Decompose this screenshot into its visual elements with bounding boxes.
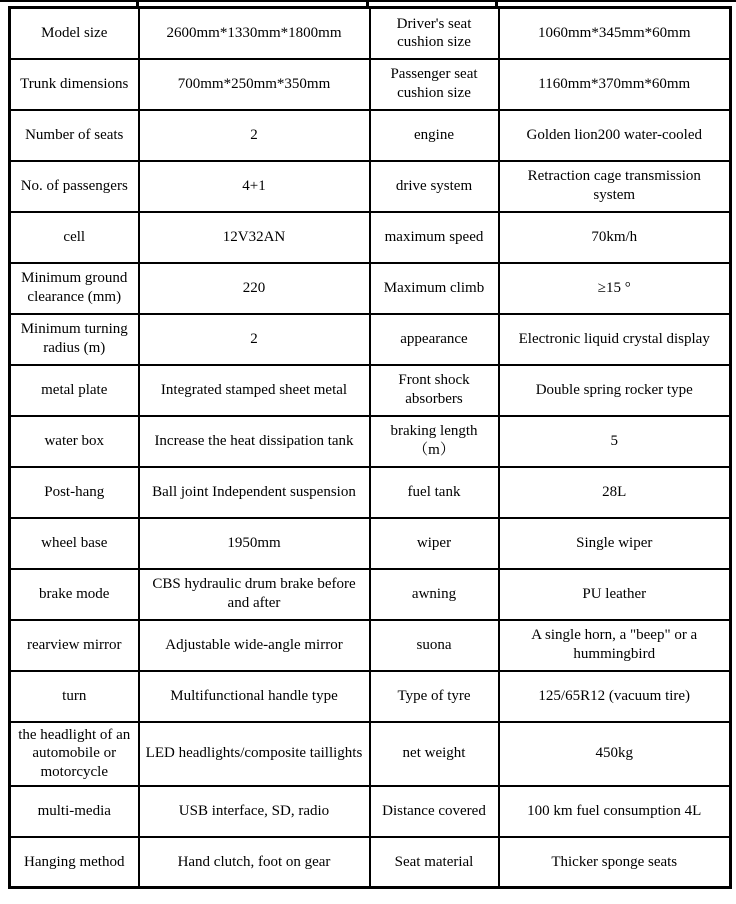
spec-row bbox=[10, 786, 731, 837]
spec-row bbox=[10, 314, 731, 365]
spec-row bbox=[10, 569, 731, 620]
spec-label-cell: engine bbox=[370, 110, 499, 161]
spec-label-cell: suona bbox=[370, 620, 499, 671]
spec-value-cell: PU leather bbox=[499, 569, 731, 620]
spec-label-cell: metal plate bbox=[10, 365, 139, 416]
spec-table-body bbox=[10, 8, 731, 888]
spec-label-cell: Passenger seat cushion size bbox=[370, 59, 499, 110]
spec-value-cell: 2 bbox=[139, 314, 370, 365]
spec-label-cell: maximum speed bbox=[370, 212, 499, 263]
spec-label-cell: Minimum turning radius (m) bbox=[10, 314, 139, 365]
spec-label-cell: net weight bbox=[370, 722, 499, 786]
cropped-row-edge bbox=[0, 0, 736, 2]
spec-label-cell: awning bbox=[370, 569, 499, 620]
spec-label-cell: Hanging method bbox=[10, 837, 139, 888]
spec-label-cell: turn bbox=[10, 671, 139, 722]
spec-row bbox=[10, 467, 731, 518]
spec-label-cell: appearance bbox=[370, 314, 499, 365]
spec-label-cell: Driver's seat cushion size bbox=[370, 8, 499, 59]
spec-value-cell: CBS hydraulic drum brake before and after bbox=[139, 569, 370, 620]
spec-label-cell: brake mode bbox=[10, 569, 139, 620]
spec-row bbox=[10, 161, 731, 212]
spec-row bbox=[10, 365, 731, 416]
spec-value-cell: 4+1 bbox=[139, 161, 370, 212]
spec-value-cell: ≥15 ° bbox=[499, 263, 731, 314]
spec-value-cell: 700mm*250mm*350mm bbox=[139, 59, 370, 110]
spec-row bbox=[10, 722, 731, 786]
spec-value-cell: 5 bbox=[499, 416, 731, 467]
spec-label-cell: drive system bbox=[370, 161, 499, 212]
spec-label-cell: Model size bbox=[10, 8, 139, 59]
spec-row bbox=[10, 837, 731, 888]
spec-row bbox=[10, 416, 731, 467]
spec-table bbox=[8, 6, 732, 889]
spec-value-cell: 450kg bbox=[499, 722, 731, 786]
spec-value-cell: LED headlights/composite taillights bbox=[139, 722, 370, 786]
spec-label-cell: Maximum climb bbox=[370, 263, 499, 314]
spec-value-cell: Retraction cage transmission system bbox=[499, 161, 731, 212]
spec-label-cell: wiper bbox=[370, 518, 499, 569]
spec-value-cell: 1950mm bbox=[139, 518, 370, 569]
spec-label-cell: cell bbox=[10, 212, 139, 263]
spec-value-cell: Increase the heat dissipation tank bbox=[139, 416, 370, 467]
spec-label-cell: Front shock absorbers bbox=[370, 365, 499, 416]
spec-row bbox=[10, 671, 731, 722]
spec-value-cell: 1060mm*345mm*60mm bbox=[499, 8, 731, 59]
spec-value-cell: USB interface, SD, radio bbox=[139, 786, 370, 837]
spec-value-cell: Ball joint Independent suspension bbox=[139, 467, 370, 518]
spec-value-cell: 100 km fuel consumption 4L bbox=[499, 786, 731, 837]
spec-value-cell: Double spring rocker type bbox=[499, 365, 731, 416]
spec-label-cell: Minimum ground clearance (mm) bbox=[10, 263, 139, 314]
spec-row bbox=[10, 110, 731, 161]
spec-value-cell: Thicker sponge seats bbox=[499, 837, 731, 888]
spec-row bbox=[10, 263, 731, 314]
spec-label-cell: Type of tyre bbox=[370, 671, 499, 722]
spec-value-cell: Adjustable wide-angle mirror bbox=[139, 620, 370, 671]
spec-row bbox=[10, 59, 731, 110]
spec-value-cell: Golden lion200 water-cooled bbox=[499, 110, 731, 161]
spec-value-cell: Multifunctional handle type bbox=[139, 671, 370, 722]
spec-label-cell: Trunk dimensions bbox=[10, 59, 139, 110]
spec-row bbox=[10, 518, 731, 569]
spec-value-cell: Single wiper bbox=[499, 518, 731, 569]
spec-label-cell: Distance covered bbox=[370, 786, 499, 837]
spec-label-cell: water box bbox=[10, 416, 139, 467]
spec-label-cell: wheel base bbox=[10, 518, 139, 569]
spec-label-cell: Number of seats bbox=[10, 110, 139, 161]
spec-label-cell: fuel tank bbox=[370, 467, 499, 518]
spec-value-cell: Integrated stamped sheet metal bbox=[139, 365, 370, 416]
spec-value-cell: Electronic liquid crystal display bbox=[499, 314, 731, 365]
spec-label-cell: multi-media bbox=[10, 786, 139, 837]
spec-row bbox=[10, 212, 731, 263]
spec-value-cell: A single horn, a "beep" or a hummingbird bbox=[499, 620, 731, 671]
spec-label-cell: the headlight of an automobile or motorcycle bbox=[10, 722, 139, 786]
spec-label-cell: Post-hang bbox=[10, 467, 139, 518]
spec-row bbox=[10, 8, 731, 59]
spec-row bbox=[10, 620, 731, 671]
spec-value-cell: 220 bbox=[139, 263, 370, 314]
spec-value-cell: 12V32AN bbox=[139, 212, 370, 263]
spec-value-cell: 70km/h bbox=[499, 212, 731, 263]
spec-value-cell: 2600mm*1330mm*1800mm bbox=[139, 8, 370, 59]
spec-label-cell: rearview mirror bbox=[10, 620, 139, 671]
spec-label-cell: Seat material bbox=[370, 837, 499, 888]
spec-label-cell: No. of passengers bbox=[10, 161, 139, 212]
spec-value-cell: Hand clutch, foot on gear bbox=[139, 837, 370, 888]
spec-value-cell: 125/65R12 (vacuum tire) bbox=[499, 671, 731, 722]
spec-value-cell: 28L bbox=[499, 467, 731, 518]
spec-value-cell: 2 bbox=[139, 110, 370, 161]
spec-label-cell: braking length （m） bbox=[370, 416, 499, 467]
spec-value-cell: 1160mm*370mm*60mm bbox=[499, 59, 731, 110]
